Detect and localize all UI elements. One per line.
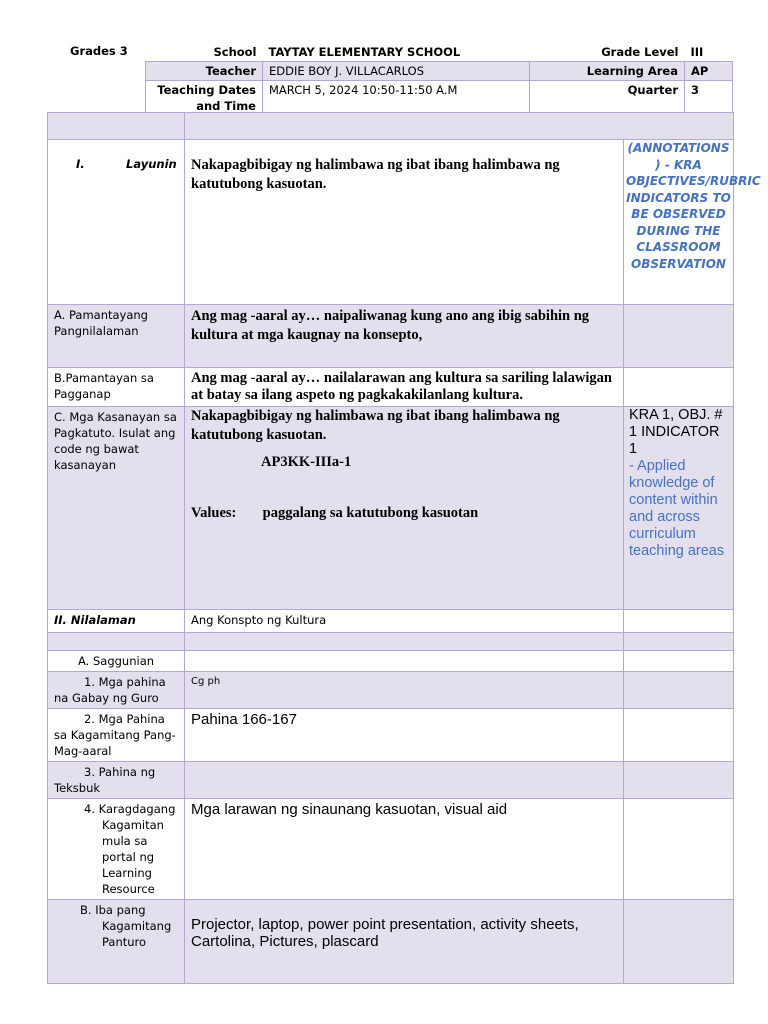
grade-level-label: Grade Level [601,45,679,59]
blank-cell [48,113,185,140]
layunin-title: Layunin [126,157,177,171]
gabay-guro-label: 1. Mga pahina na Gabay ng Guro [48,672,185,709]
quarter-label: Quarter [530,81,685,116]
row-kagamitang-mag-aaral [48,709,734,762]
kasanayan-content-cell [185,407,624,610]
values-line [191,504,617,523]
layunin-label [48,140,185,305]
layunin-content: Nakapagbibigay ng halimbawa ng ibat ibang halimbawa ng katutubong kasuotan. [185,140,624,305]
quarter-value: 3 [685,81,733,116]
row-layunin [48,140,734,305]
gabay-guro-content: Cg ph [185,672,624,709]
annotation-cell [624,651,734,672]
blank-row-top [48,113,734,140]
competency-code: AP3KK-IIIa-1 [261,454,352,470]
annotation-cell [624,368,734,407]
teaching-dates-value: MARCH 5, 2024 10:50-11:50 A.M [263,81,530,116]
row-gabay-guro [48,672,734,709]
row-karagdagang-kagamitan [48,799,734,900]
lesson-plan-table [47,112,761,984]
learning-area-value: AP [685,62,733,81]
kasanayan-label: C. Mga Kasanayan sa Pagkatuto. Isulat ang code ng bawat kasanayan [48,407,185,610]
annotation-cell [624,305,734,368]
iba-pang-kagamitan-content: Projector, laptop, power point presentation, activity sheets, Cartolina, Pictures, plascard [185,900,624,984]
teksbuk-label: 3. Pahina ng Teksbuk [48,762,185,799]
karagdagang-kagamitan-label: 4. Karagdagang Kagamitan mula sa portal ng Learning Resource [48,799,185,900]
annotation-cell [624,799,734,900]
row-teksbuk [48,762,734,799]
blank-cell [185,113,734,140]
annotation-cell [624,672,734,709]
learning-area-label: Learning Area [530,62,685,81]
karagdagang-kagamitan-content: Mga larawan ng sinaunang kasuotan, visual aid [185,799,624,900]
grades-label: Grades 3 [70,44,128,58]
kra-title: KRA 1, OBJ. # 1 INDICATOR 1 [629,407,723,457]
annotation-header: (ANNOTATIONS ) - KRA OBJECTIVES/RUBRIC INDICATORS TO BE OBSERVED DURING THE CLASSROOM OBSERVATION [624,140,734,305]
pamantayang-pangnilalaman-content: Ang mag -aaral ay… naipaliwanag kung ano ang ibig sabihin ng kultura at mga kaugnay na konsepto, [185,305,624,368]
kagamitang-mag-aaral-label: 2. Mga Pahina sa Kagamitang Pang-Mag-aaral [48,709,185,762]
teacher-value: EDDIE BOY J. VILLACARLOS [263,62,530,81]
annotation-cell [624,900,734,984]
teksbuk-content [185,762,624,799]
pamantayang-pangnilalaman-label: A. Pamantayang Pangnilalaman [48,305,185,368]
pamantayan-sa-pagganap-content: Ang mag -aaral ay… nailalarawan ang kultura sa sariling lalawigan at batay sa ilang aspeto ng pagkakakilanlang kultura. [185,368,624,407]
teaching-dates-label-line1: Teaching Dates [157,83,256,97]
blank-cell [185,633,624,651]
values-text: paggalang sa katutubong kasuotan [262,505,479,521]
blank-cell [624,633,734,651]
row-kasanayan [48,407,734,610]
teaching-dates-label-line2: and Time [196,99,256,113]
row-saggunian [48,651,734,672]
kasanayan-content: Nakapagbibigay ng halimbawa ng ibat ibang halimbawa ng katutubong kasuotan. [191,408,560,443]
blank-cell [48,633,185,651]
grade-level-value: III [690,45,704,59]
annotation-cell [624,610,734,633]
teaching-dates-label [146,81,263,116]
nilalaman-label: II. Nilalaman [48,610,185,633]
blank-row [48,633,734,651]
school-label: School [213,45,257,59]
layunin-number: I. [76,157,85,171]
teacher-label: Teacher [146,62,263,81]
row-nilalaman [48,610,734,633]
kra-description: - Applied knowledge of content within and across curriculum teaching areas [629,458,725,559]
header-info-table [145,43,733,116]
iba-pang-kagamitan-label: B. Iba pang Kagamitang Panturo [48,900,185,984]
school-value: TAYTAY ELEMENTARY SCHOOL [268,45,461,59]
annotation-cell [624,709,734,762]
kagamitang-mag-aaral-content: Pahina 166-167 [185,709,624,762]
row-pamantayang-pangnilalaman [48,305,734,368]
saggunian-label: A. Saggunian [48,651,185,672]
saggunian-content [185,651,624,672]
annotation-cell [624,762,734,799]
values-label: Values: [191,505,237,521]
pamantayan-sa-pagganap-label: B.Pamantayan sa Pagganap [48,368,185,407]
kra-annotation-cell [624,407,734,610]
row-iba-pang-kagamitan [48,900,734,984]
nilalaman-content: Ang Konspto ng Kultura [185,610,624,633]
row-pamantayan-sa-pagganap [48,368,734,407]
